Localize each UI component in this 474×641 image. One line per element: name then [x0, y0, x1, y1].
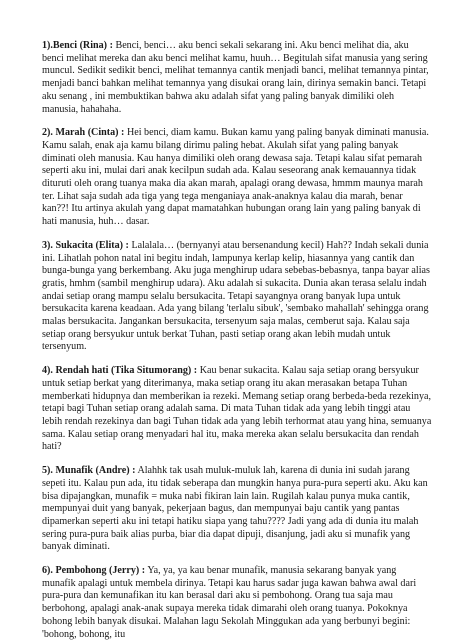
section-marah — [42, 127, 432, 229]
section-body: Ya, ya, ya kau benar munafik, manusia sekarang banyak yang munafik apalagi untuk membela dirinya. Tetapi kau harus sadar juga kawan bahwa awal dari pura-pura dan kemunafikan itu kan berasal dari aku si pembohong. Orang tua saja mau berbohong, apalagi anak-anak supaya mereka tidak dimarahi oleh orang tuanya. Pokoknya bohong lebih banyak disukai. Malahan lagu Sekolah Minggukan ada yang berbunyi begini: 'bohong, bohong, itu — [42, 565, 417, 640]
section-rendah-hati — [42, 365, 432, 454]
section-munafik — [42, 465, 432, 554]
section-heading: 2). Marah (Cinta) : — [42, 127, 125, 139]
section-body: Hei benci, diam kamu. Bukan kamu yang paling banyak diminati manusia. Kamu salah, enak aja kamu bilang dirimu paling hebat. Akulah sifat yang paling banyak diminati oleh manusia. Kau hanya dimiliki oleh orang dewasa saja. Tetapi kalau sifat pemarah seperti aku ini, mulai dari anak kecilpun sudah ada. Kalau seseorang anak kemauannya tidak dituruti oleh orang tuanya maka dia akan marah, apalagi orang dewasa, hmmm maunya marah ter. Lihat saja sudah ada tiga yang tega menganiaya anak-anaknya kalau dia marah, benar kan??! Itu artinya akulah yang dapat mamatahkan hubungan orang lain yang paling banyak di hati manusia, huh… dasar. — [42, 127, 429, 228]
section-benci — [42, 40, 432, 116]
section-heading: 6). Pembohong (Jerry) : — [42, 565, 146, 577]
section-heading: 3). Sukacita (Elita) : — [42, 239, 129, 251]
section-body: Kau benar sukacita. Kalau saja setiap orang bersyukur untuk setiap berkat yang diterimanya, maka setiap orang itu akan merasakan betapa Tuhan memberkati hidupnya dan memberikan ia rezeki. Memang setiap orang berbeda-beda rezekinya, tetapi bagi Tuhan setiap orang adalah sama. Di mata Tuhan tidak ada yang lebih tinggi atau lebih rendah rezekinya dan bagi Tuhan tidak ada yang lebih terhormat atau yang hina, semuanya sama. Kalau setiap orang menyadari hal itu, maka mereka akan selalu bersukacita dan rendah hati? — [42, 365, 432, 453]
section-body: Alahhk tak usah muluk-muluk lah, karena di dunia ini sudah jarang sepeti itu. Kalau pun ada, itu tidak seberapa dan mungkin hanya pura-pura seperti aku. Aku kan bisa dipajangkan, munafik = muka nabi fikiran lain lain. Rugilah kalau punya muka cantik, mempunyai duit yang banyak, pekerjaan bagus, dan mempunyai baju cantik yang pantas dipamerkan seperti aku ini tetapi hatiku siapa yang tahu???? Jadi yang ada di dunia itu malah sering pura-pura baik alias purba, biar dia dapat dipuji, disanjung, jadi aku si munafik yang banyak diminati. — [42, 465, 428, 553]
section-heading: 5). Munafik (Andre) : — [42, 465, 136, 477]
section-heading: 4). Rendah hati (Tika Situmorang) : — [42, 365, 198, 377]
section-body: Lalalala… (bernyanyi atau bersenandung kecil) Hah?? Indah sekali dunia ini. Lihatlah pohon natal ini begitu indah, lampunya kerlap kelip, hiasannya yang cantik dan bunga-bunga yang berkembang. Aku juga menghirup udara sebebas-bebasnya, tanpa bayar alias gratis, hmhm (sambil menghirup udara). Aku adalah si sukacita. Dunia akan terasa selalu indah andai setiap orang mampu selalu bersukacita. Tetapi sayangnya orang banyak lupa untuk bersukacita karena keadaan. Ada yang bilang 'terlalu sibuk', 'sembako mahallah' sehingga orang malas bersukacita. Jangankan bersukacita, tersenyum saja malas, cemberut saja. Kalau saja setiap orang bersyukur untuk berkat Tuhan, pasti setiap orang akan lebih mudah untuk tersenyum. — [42, 239, 430, 353]
section-body: Benci, benci… aku benci sekali sekarang ini. Aku benci melihat dia, aku benci melihat mereka dan aku benci melihat kamu, huuh… Begitulah sifat manusia yang sering muncul. Sedikit sedikit benci, melihat temannya cantik menjadi banci, melihat temannya pintar, menjadi banci bahkan melihat temannya yang disukai orang lain, dirinya semakin banci. Tetapi aku senang , ini membuktikan bahwa aku adalah sifat yang paling banyak dimiliki oleh manusia, hahahaha. — [42, 40, 429, 115]
section-heading: 1).Benci (Rina) : — [42, 40, 113, 51]
section-pembohong — [42, 565, 432, 641]
section-sukacita — [42, 240, 432, 354]
